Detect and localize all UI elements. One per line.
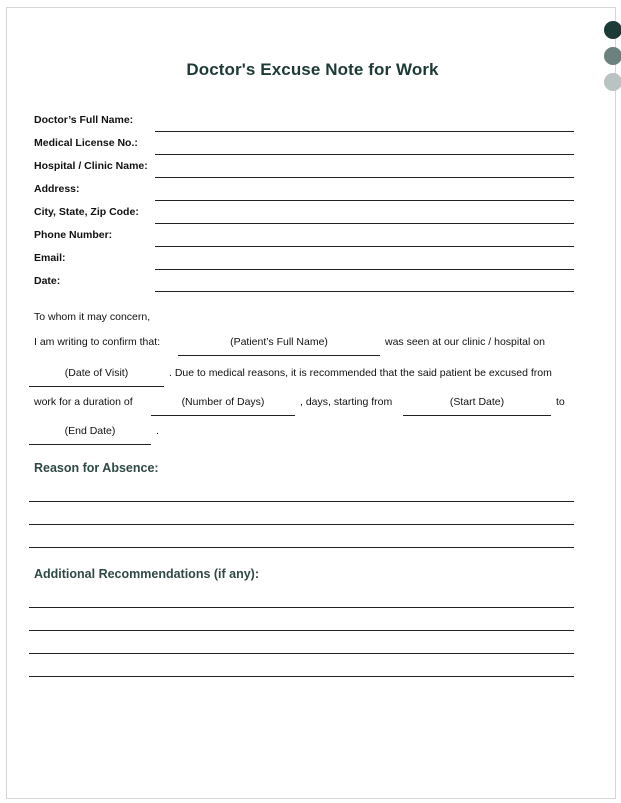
- city-state-zip-label: City, State, Zip Code:: [34, 206, 139, 218]
- recommendation-line-3[interactable]: [29, 653, 574, 654]
- recommendations-heading: Additional Recommendations (if any):: [34, 567, 260, 581]
- recommendation-line-1[interactable]: [29, 607, 574, 608]
- patient-name-blank[interactable]: (Patient’s Full Name): [178, 336, 380, 356]
- phone-label: Phone Number:: [34, 229, 113, 241]
- email-label: Email:: [34, 252, 66, 264]
- reason-heading: Reason for Absence:: [34, 461, 159, 475]
- to-text: to: [556, 396, 565, 408]
- number-of-days-blank[interactable]: (Number of Days): [151, 396, 295, 416]
- address-field[interactable]: [155, 200, 574, 201]
- starting-text: , days, starting from: [300, 396, 393, 408]
- visit-date-blank[interactable]: (Date of Visit): [29, 367, 164, 387]
- hospital-label: Hospital / Clinic Name:: [34, 160, 148, 172]
- document-title: Doctor's Excuse Note for Work: [186, 60, 439, 79]
- hospital-field[interactable]: [155, 177, 574, 178]
- end-period: .: [156, 425, 159, 437]
- license-label: Medical License No.:: [34, 137, 138, 149]
- email-field[interactable]: [155, 269, 574, 270]
- date-label: Date:: [34, 275, 61, 287]
- doctor-name-label: Doctor’s Full Name:: [34, 114, 134, 126]
- end-date-blank[interactable]: (End Date): [29, 425, 151, 445]
- reason-text: . Due to medical reasons, it is recommended that the said patient be excused from: [169, 367, 552, 379]
- reason-line-2[interactable]: [29, 524, 574, 525]
- address-label: Address:: [34, 183, 80, 195]
- duration-text: work for a duration of: [34, 396, 133, 408]
- date-field[interactable]: [155, 291, 574, 292]
- reason-line-1[interactable]: [29, 501, 574, 502]
- recommendation-line-4[interactable]: [29, 676, 574, 677]
- phone-field[interactable]: [155, 246, 574, 247]
- doctor-name-field[interactable]: [155, 131, 574, 132]
- confirm-text: I am writing to confirm that:: [34, 336, 161, 348]
- recommendation-line-2[interactable]: [29, 630, 574, 631]
- start-date-blank[interactable]: (Start Date): [403, 396, 551, 416]
- reason-line-3[interactable]: [29, 547, 574, 548]
- city-state-zip-field[interactable]: [155, 223, 574, 224]
- license-field[interactable]: [155, 154, 574, 155]
- seen-text: was seen at our clinic / hospital on: [385, 336, 545, 348]
- dark-dot-icon: [604, 21, 621, 39]
- greeting: To whom it may concern,: [34, 311, 151, 323]
